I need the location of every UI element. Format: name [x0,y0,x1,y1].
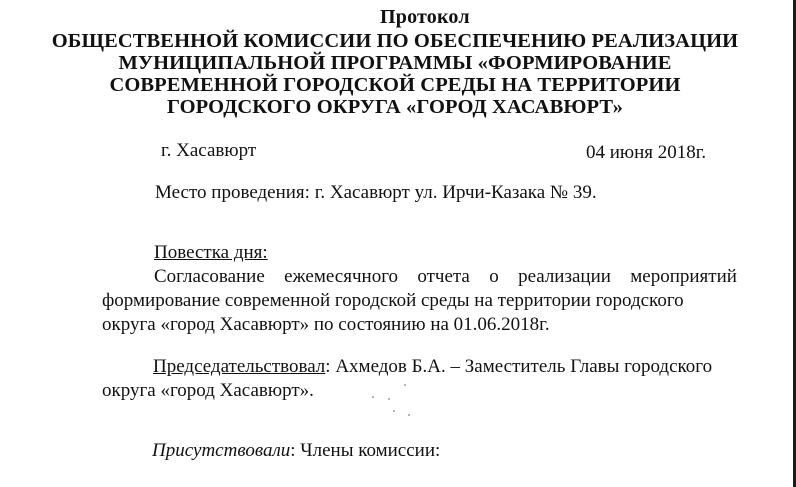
scan-speck [404,384,406,386]
agenda-line-1 [154,266,737,288]
scan-speck [408,414,410,416]
chair-line-1 [153,356,712,378]
meeting-venue: Место проведения: г. Хасавюрт ул. Ирчи-Казака № 39. [155,182,597,203]
agenda-word: ежемесячного [284,266,399,287]
meeting-date: 04 июня 2018г. [586,142,707,163]
agenda-label: Повестка дня: [154,242,268,263]
present-text: : Члены комиссии: [290,440,441,461]
present-label: Присутствовали [152,440,291,461]
document-title: Протокол [380,6,470,28]
chair-line-2: округа «город Хасавюрт». [102,380,314,401]
chair-label: Председательствовал [153,356,326,377]
heading-line-3: СОВРЕМЕННОЙ ГОРОДСКОЙ СРЕДЫ НА ТЕРРИТОРИИ [109,74,681,96]
present-line [152,440,440,462]
scan-speck [393,410,395,412]
agenda-word: о [489,266,499,287]
agenda-line-2: формирование современной городской среды на территории городского [102,290,684,311]
agenda-word: мероприятий [630,266,737,287]
heading-line-2: МУНИЦИПАЛЬНОЙ ПРОГРАММЫ «ФОРМИРОВАНИЕ [118,52,672,74]
scan-speck [372,396,374,398]
heading-line-1: ОБЩЕСТВЕННОЙ КОМИССИИ ПО ОБЕСПЕЧЕНИЮ РЕАЛИЗАЦИИ [51,30,739,52]
agenda-word: Согласование [154,266,265,287]
agenda-line-3: округа «город Хасавюрт» по состоянию на 01.06.2018г. [102,314,550,335]
scan-speck [388,398,390,400]
agenda-word: реализации [518,266,611,287]
meeting-city: г. Хасавюрт [161,140,257,161]
chair-text: : Ахмедов Б.А. – Заместитель Главы городского [325,356,713,377]
agenda-word: отчета [417,266,470,287]
heading-line-4: ГОРОДСКОГО ОКРУГА «ГОРОД ХАСАВЮРТ» [166,96,623,118]
